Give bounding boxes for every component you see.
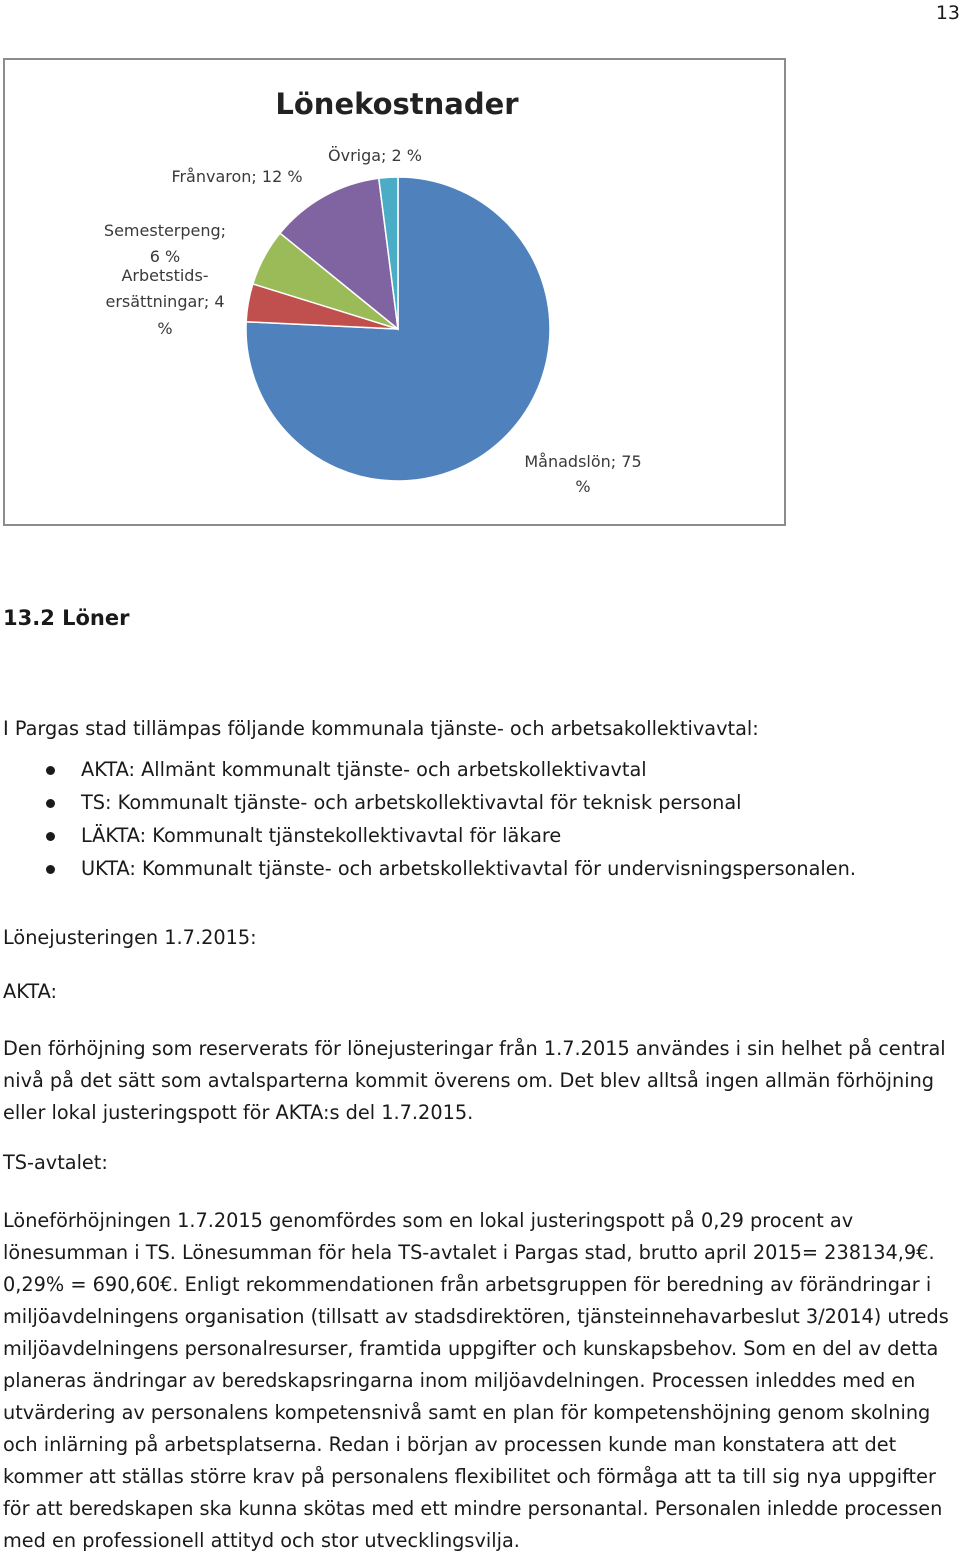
label-semester-line1: Semesterpeng; — [103, 221, 227, 240]
pie-chart-svg — [5, 60, 784, 524]
intro-text: I Pargas stad tillämpas följande kommunala tjänste- och arbetsakollektivavtal: — [3, 717, 759, 741]
chart-title: Lönekostnader — [275, 87, 519, 121]
section-heading: 13.2 Löner — [3, 606, 130, 630]
akta-label: AKTA: — [3, 980, 57, 1004]
list-item: AKTA: Allmänt kommunalt tjänste- och arbetskollektivavtal — [3, 753, 856, 786]
agreement-list — [3, 753, 856, 885]
ts-label: TS-avtalet: — [3, 1151, 108, 1175]
label-arbetstid-line1: Arbetstids- — [121, 266, 209, 285]
list-item: TS: Kommunalt tjänste- och arbetskollektivavtal för teknisk personal — [3, 786, 856, 819]
label-manadslon-line1: Månadslön; 75 — [524, 452, 642, 471]
label-franvaron: Frånvaron; 12 % — [171, 167, 303, 186]
page-number: 13 — [935, 2, 960, 24]
pie-chart — [3, 58, 786, 526]
label-arbetstid-line2: ersättningar; 4 — [105, 292, 225, 311]
label-semester-line2: 6 % — [149, 247, 181, 266]
akta-paragraph: Den förhöjning som reserverats för lönejusteringar från 1.7.2015 användes i sin helhet på central nivå på det sätt som avtalsparterna kommit överens om. Det blev alltså ingen allmän förhöjning eller lokal justeringspott för AKTA:s del 1.7.2015. — [3, 1037, 946, 1125]
adjustment-label: Lönejusteringen 1.7.2015: — [3, 926, 257, 950]
list-item: UKTA: Kommunalt tjänste- och arbetskollektivavtal för undervisningspersonalen. — [3, 852, 856, 885]
label-manadslon-line2: % — [575, 477, 591, 496]
label-arbetstid-line3: % — [157, 319, 173, 338]
label-ovriga: Övriga; 2 % — [328, 146, 422, 165]
ts-paragraph: Löneförhöjningen 1.7.2015 genomfördes som en lokal justeringspott på 0,29 procent av lönesumman i TS. Lönesumman för hela TS-avtalet i Pargas stad, brutto april 2015= 238134,9€. 0,29% = 690,60€. Enligt rekommendationen från arbetsgruppen för beredning av förändringar i miljöavdelningens organisation (tillsatt av stadsdirektören, tjänsteinnehavarbeslut 3/2014) utreds miljöavdelningens personalresurser, framtida uppgifter och kunskapsbehov. Som en del av detta planeras ändringar av beredskapsringarna inom miljöavdelningen. Processen inleddes med en utvärdering av personalens kompetensnivå samt en plan för kompetenshöjning genom skolning och inlärning på arbetsplatserna. Redan i början av processen kunde man konstatera att det kommer att ställas större krav på personalens flexibilitet och förmåga att ta till sig nya uppgifter för att beredskapen ska kunna skötas med ett mindre personantal. Personalen inledde processen med en professionell attityd och stor utvecklingsvilja. — [3, 1209, 949, 1553]
list-item: LÄKTA: Kommunalt tjänstekollektivavtal för läkare — [3, 819, 856, 852]
